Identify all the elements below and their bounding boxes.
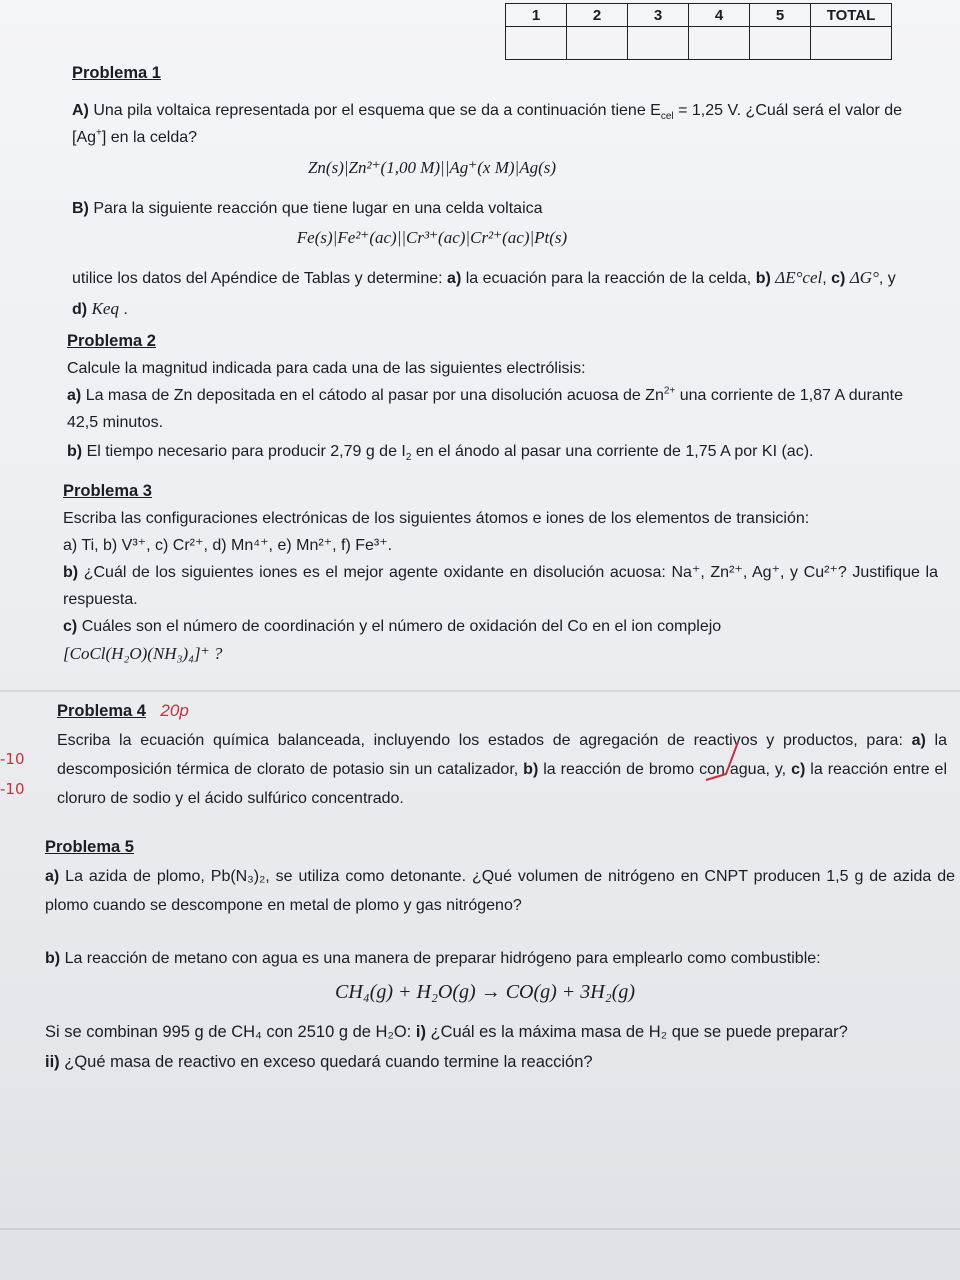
item-text: = 1,25 V. ¿Cuál será el valor de [Ag (72, 102, 903, 146)
item-text: una corriente de 1,87 A durante 42,5 minutos. (67, 387, 903, 431)
red-checkmark-icon (700, 738, 760, 798)
item-label: i) (415, 1023, 426, 1041)
item-label: b) (45, 950, 61, 967)
item-text: utilice los datos del Apéndice de Tablas y determine: (72, 270, 448, 287)
problem-4-header (57, 696, 947, 726)
superscript: + (96, 127, 102, 139)
item-text: La azida de plomo, Pb(N₃)₂, se utiliza como detonante. ¿Qué volumen de nitrógeno en CNPT producen 1,5 g de azida de plomo cuando se descompone en metal de plomo y gas nitrógeno? (45, 868, 955, 914)
problem-title: Problema 3 (63, 482, 152, 500)
item-text: la ecuación para la reacción de la celda, (461, 270, 756, 287)
problem-3 (63, 478, 938, 667)
problem-5b (45, 942, 955, 976)
item-text: , y (878, 270, 896, 287)
item-text: ¿Cuál de los siguientes iones es el mejor agente oxidante en disolución acuosa: Na⁺, Zn²⁺, Ag⁺, y Cu²⁺? Justifique la respuesta. (63, 564, 939, 608)
item-label: c) (63, 618, 78, 635)
item-label: d) (72, 301, 88, 318)
problem-1a (72, 97, 912, 151)
score-cell (689, 27, 750, 60)
item-text: Si se combinan 995 g de CH₄ con 2510 g de H₂O: (45, 1023, 416, 1041)
item-text: la reacción entre el cloruro de sodio y el ácido sulfúrico concentrado. (57, 761, 947, 807)
subscript: cel (660, 111, 674, 123)
problem-title: Problema 5 (45, 838, 134, 856)
problem-2a (67, 382, 917, 436)
problem-2b (67, 438, 917, 465)
score-cell (750, 27, 811, 60)
item-label: ii) (45, 1053, 60, 1071)
item-label: a) (911, 732, 926, 749)
item-label: A) (72, 102, 89, 119)
item-text: la descomposición térmica de clorato de potasio sin un catalizador, (57, 732, 948, 778)
problem-1b-tasks: utilice los datos del Apéndice de Tablas y determine: a) la ecuación para la reacción de la celda, b) ΔE°cel, c) ΔG°, y d) Keq . (72, 268, 896, 318)
score-cell (628, 27, 689, 60)
problem-2 (67, 328, 917, 465)
score-header-4: 4 (689, 4, 750, 27)
item-label: B) (72, 200, 89, 217)
score-header-2: 2 (567, 4, 628, 27)
problem-3b (63, 559, 938, 613)
problem-3a: a) Ti, b) V³⁺, c) Cr²⁺, d) Mn⁴⁺, e) Mn²⁺, f) Fe³⁺. (63, 537, 393, 554)
item-text: ¿Cuál es la máxima masa de H₂ que se puede preparar? (425, 1023, 848, 1041)
score-cell (567, 27, 628, 60)
item-text: La masa de Zn depositada en el cátodo al pasar por una disolución acuosa de Zn (85, 387, 664, 404)
problem-5a (45, 862, 955, 920)
score-header-5: 5 (750, 4, 811, 27)
paper-fold-line (0, 690, 960, 692)
problem-1 (72, 60, 912, 325)
item-label: b) (63, 564, 79, 581)
item-label: b) (755, 270, 771, 287)
paper-fold-line (0, 1228, 960, 1230)
methane-equation: CH₄(g) + H₂O(g) → CO(g) + 3H₂(g) (334, 981, 636, 1003)
score-cell (811, 27, 892, 60)
delta-g-symbol: ΔG° (849, 268, 879, 287)
item-label: a) (45, 868, 60, 885)
item-label: b) (523, 761, 539, 778)
problem-3-intro: Escriba las configuraciones electrónicas de los siguientes átomos e iones de los elementos de transición: (63, 510, 810, 527)
item-text: Escriba la ecuación química balanceada, incluyendo los estados de agregación de reactivos y productos, para: (57, 732, 912, 749)
keq-symbol: Keq (91, 299, 119, 318)
superscript: 2+ (663, 385, 676, 397)
item-text: . (118, 301, 128, 318)
item-text: ¿Qué masa de reactivo en exceso quedará cuando termine la reacción? (59, 1053, 593, 1071)
item-label: c) (831, 270, 846, 287)
item-text: en el ánodo al pasar una corriente de 1,75 A por KI (ac). (411, 443, 814, 460)
problem-title: Problema 4 (57, 702, 146, 720)
item-text: Para la siguiente reacción que tiene lugar en una celda voltaica (93, 200, 543, 217)
item-label: c) (791, 761, 806, 778)
handwritten-score: 20p (160, 701, 189, 720)
score-table (505, 3, 892, 60)
score-header-3: 3 (628, 4, 689, 27)
complex-formula: [CoCl(H₂O)(NH₃)₄]⁺ ? (63, 644, 223, 663)
cell-equation-2: Fe(s)|Fe²⁺(ac)||Cr³⁺(ac)|Cr²⁺(ac)|Pt(s) (296, 228, 568, 247)
problem-1b (72, 195, 912, 222)
item-text: Una pila voltaica representada por el esquema que se da a continuación tiene E (93, 102, 661, 119)
handwritten-deduction: -10 (0, 750, 25, 768)
problem-5b-questions (45, 1017, 955, 1077)
item-text: La reacción de metano con agua es una manera de preparar hidrógeno para emplearlo como combustible: (64, 950, 821, 967)
subscript: 2 (405, 452, 412, 464)
problem-5 (45, 833, 955, 1077)
problem-title: Problema 1 (72, 64, 161, 82)
delta-e-symbol: ΔE°cel (775, 268, 823, 287)
problem-2-intro: Calcule la magnitud indicada para cada una de las siguientes electrólisis: (67, 360, 586, 377)
problem-3c (63, 613, 938, 640)
item-text: Cuáles son el número de coordinación y el número de oxidación del Co en el ion complejo (81, 618, 722, 635)
handwritten-deduction: -10 (0, 780, 25, 798)
item-label: b) (67, 443, 83, 460)
item-text: la reacción de bromo con agua, y, (538, 761, 792, 778)
cell-equation-1: Zn(s)|Zn²⁺(1,00 M)||Ag⁺(x M)|Ag(s) (307, 158, 557, 177)
item-label: a) (447, 270, 462, 287)
score-header-1: 1 (506, 4, 567, 27)
item-label: a) (67, 387, 82, 404)
problem-4 (57, 696, 947, 813)
score-header-total: TOTAL (811, 4, 892, 27)
problem-title: Problema 2 (67, 332, 156, 350)
item-text: ] en la celda? (101, 129, 198, 146)
item-text: El tiempo necesario para producir 2,79 g de I (86, 443, 406, 460)
problem-4-text (57, 726, 947, 813)
score-cell (506, 27, 567, 60)
